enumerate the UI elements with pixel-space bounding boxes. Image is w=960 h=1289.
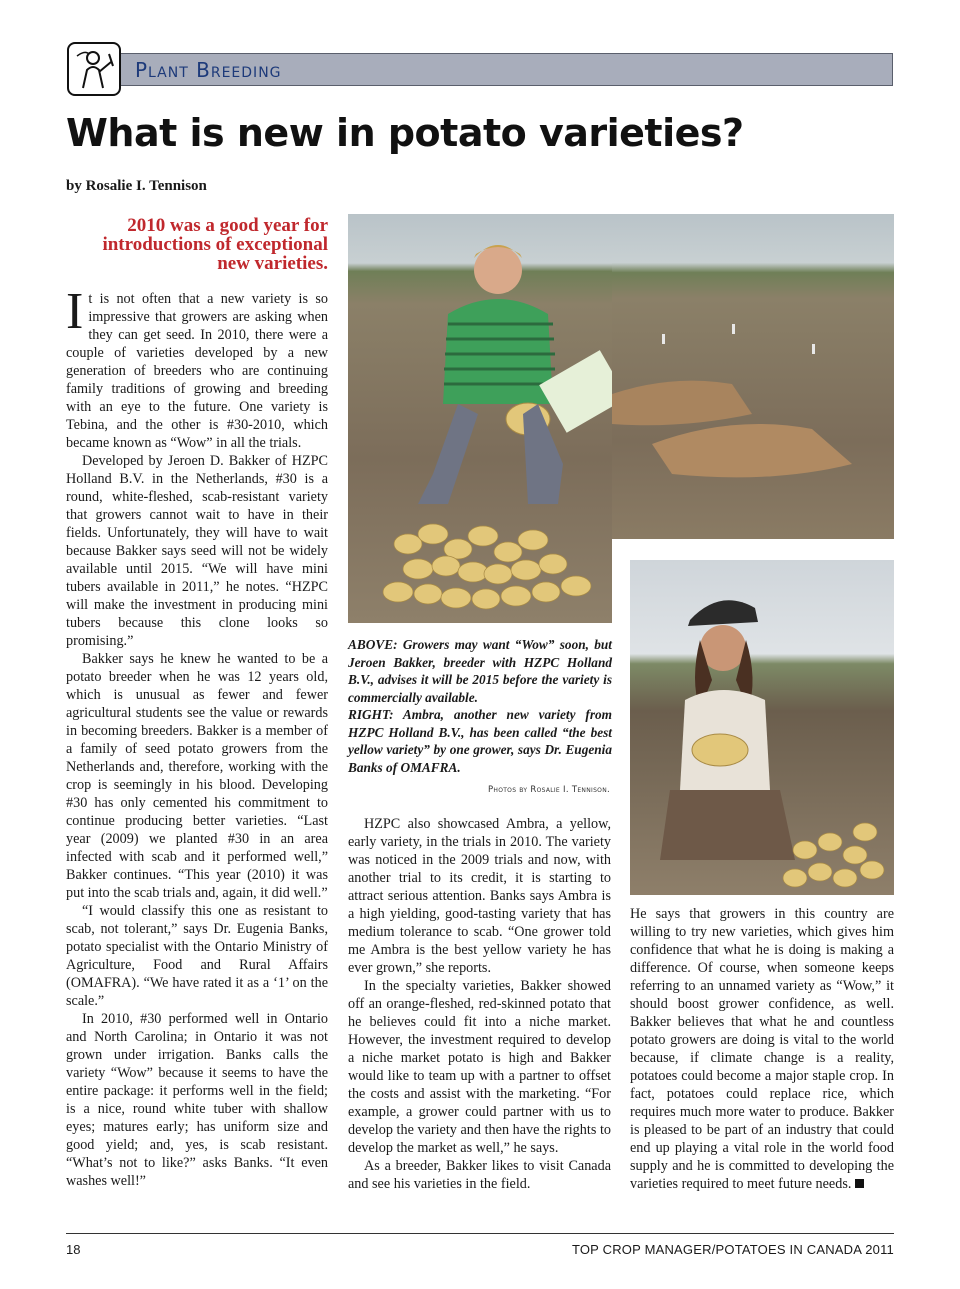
article-column-3: [630, 905, 894, 1193]
paragraph: He says that growers in this country are willing to try new varieties, which gives him confidence that what he is doing is making a difference. Of course, when someone keeps referring to an unnamed variety as “Wow,” it should boost grower confidence, as well. Bakker believes that what he and countless potato growers are doing is vital to the world because, if climate change is a reality, potatoes could become a major staple crop. In fact, potatoes could replace rice, which requires much more water to produce. Bakker is pleased to be part of an industry that could end up playing a vital role in the world food supply and he is committed to developing the varieties required to meet future needs.: [630, 906, 894, 1192]
publication-title: TOP CROP MANAGER/POTATOES IN CANADA 2011: [571, 1242, 894, 1257]
photo-credit: Photos by Rosalie I. Tennison.: [487, 785, 610, 795]
paragraph: As a breeder, Bakker likes to visit Canada and see his varieties in the field.: [348, 1158, 611, 1192]
article-column-2: [348, 815, 611, 1193]
section-title: Plant Breeding: [135, 58, 282, 82]
photo-breeder-with-potatoes: [348, 214, 612, 623]
drop-cap: I: [66, 283, 84, 340]
end-mark-icon: [855, 1179, 864, 1188]
paragraph: In 2010, #30 performed well in Ontario and North Carolina; in Ontario it was not grown under irrigation. Banks calls the variety “Wow” because it seems to have the entire package: it performs well in the field; is a nice, round white tuber with shallow eyes; matures early; has uniform size and good yield; and, yes, is scab resistant. “What’s not to like?” asks Banks. “It even washes well!”: [66, 1011, 328, 1189]
byline: by Rosalie I. Tennison: [66, 178, 207, 194]
photo-field-background: [612, 214, 894, 539]
paragraph: It is not often that a new variety is so impressive that growers are asking when they can get seed. In 2010, there were a couple of varieties developed by a new generation of breeders who are continuing family traditions of growing and breeding with an eye to the future. One variety is Tebina, and the other is #30-2010, which became known as “Wow” in all the trials.: [66, 283, 328, 451]
caption-right: RIGHT: Ambra, another new variety from HZPC Holland B.V., has been called “the best yellow variety” by one grower, says Dr. Eugenia Banks of OMAFRA.: [348, 707, 612, 775]
page-number: 18: [66, 1242, 81, 1257]
pull-quote: 2010 was a good year for introductions of exceptional new varieties.: [102, 215, 328, 274]
paragraph: “I would classify this one as resistant to scab, not tolerant,” says Dr. Eugenia Banks, potato specialist with the Ontario Ministry of Agriculture, Food and Rural Affairs (OMAFRA). “We have rated it as a ‘1’ on the scale.”: [66, 903, 328, 1009]
paragraph: Developed by Jeroen D. Bakker of HZPC Holland B.V. in the Netherlands, #30 is a round, white-fleshed, scab-resistant variety that growers cannot wait to have in their fields. Unfortunately, they will have to wait because Bakker says seed will not be widely available until 2015. “We will have mini tubers available in 2011,” he notes. “HZPC will make the investment in producing mini tubers because this clone looks so promising.”: [66, 453, 328, 649]
paragraph: Bakker says he knew he wanted to be a potato breeder when he was 12 years old, which is unusual as fewer and fewer agricultural students see the value or rewards in becoming breeders. Bakker is a member of a family of seed potato growers from the Netherlands and, therefore, working with the crop is seemingly in his blood. Developing #30 has only cemented his commitment to continue producing better varieties. “Last year (2009) we planted #30 in an area infected with scab and it performed well,” Bakker continues. “This year (2010) it was put into the scab trials and, again, it did well.”: [66, 651, 328, 901]
caption-above: ABOVE: Growers may want “Wow” soon, but Jeroen Bakker, breeder with HZPC Holland B.V., advises it will be 2015 before the variety is commercially available.: [348, 637, 612, 705]
photo-woman-with-potatoes: [630, 560, 894, 895]
section-icon-frame: [67, 42, 121, 96]
paragraph: In the specialty varieties, Bakker showed off an orange-fleshed, red-skinned potato that he believes could fit into a niche market. However, the investment required to develop a niche market potato is high and Bakker would like to team up with a partner to offset the costs and assist with the marketing. “For example, a grower could partner with us to develop the variety and then have the rights to develop the market as well,” he says.: [348, 978, 611, 1156]
paragraph: HZPC also showcased Ambra, a yellow, early variety, in the trials in 2010. The variety was noticed in the 2009 trials and now, with another trial to its credit, it is starting to attract serious attention. Banks says Ambra is a high yielding, good-tasting variety that has medium tolerance to scab. “One grower told me Ambra is the best yellow variety he has ever grown,” she reports.: [348, 816, 611, 976]
footer-rule: [66, 1233, 894, 1234]
photo-caption: [348, 636, 612, 776]
article-headline: What is new in potato varieties?: [66, 111, 744, 155]
article-column-1: [66, 283, 328, 1190]
gardener-icon: [69, 44, 119, 94]
